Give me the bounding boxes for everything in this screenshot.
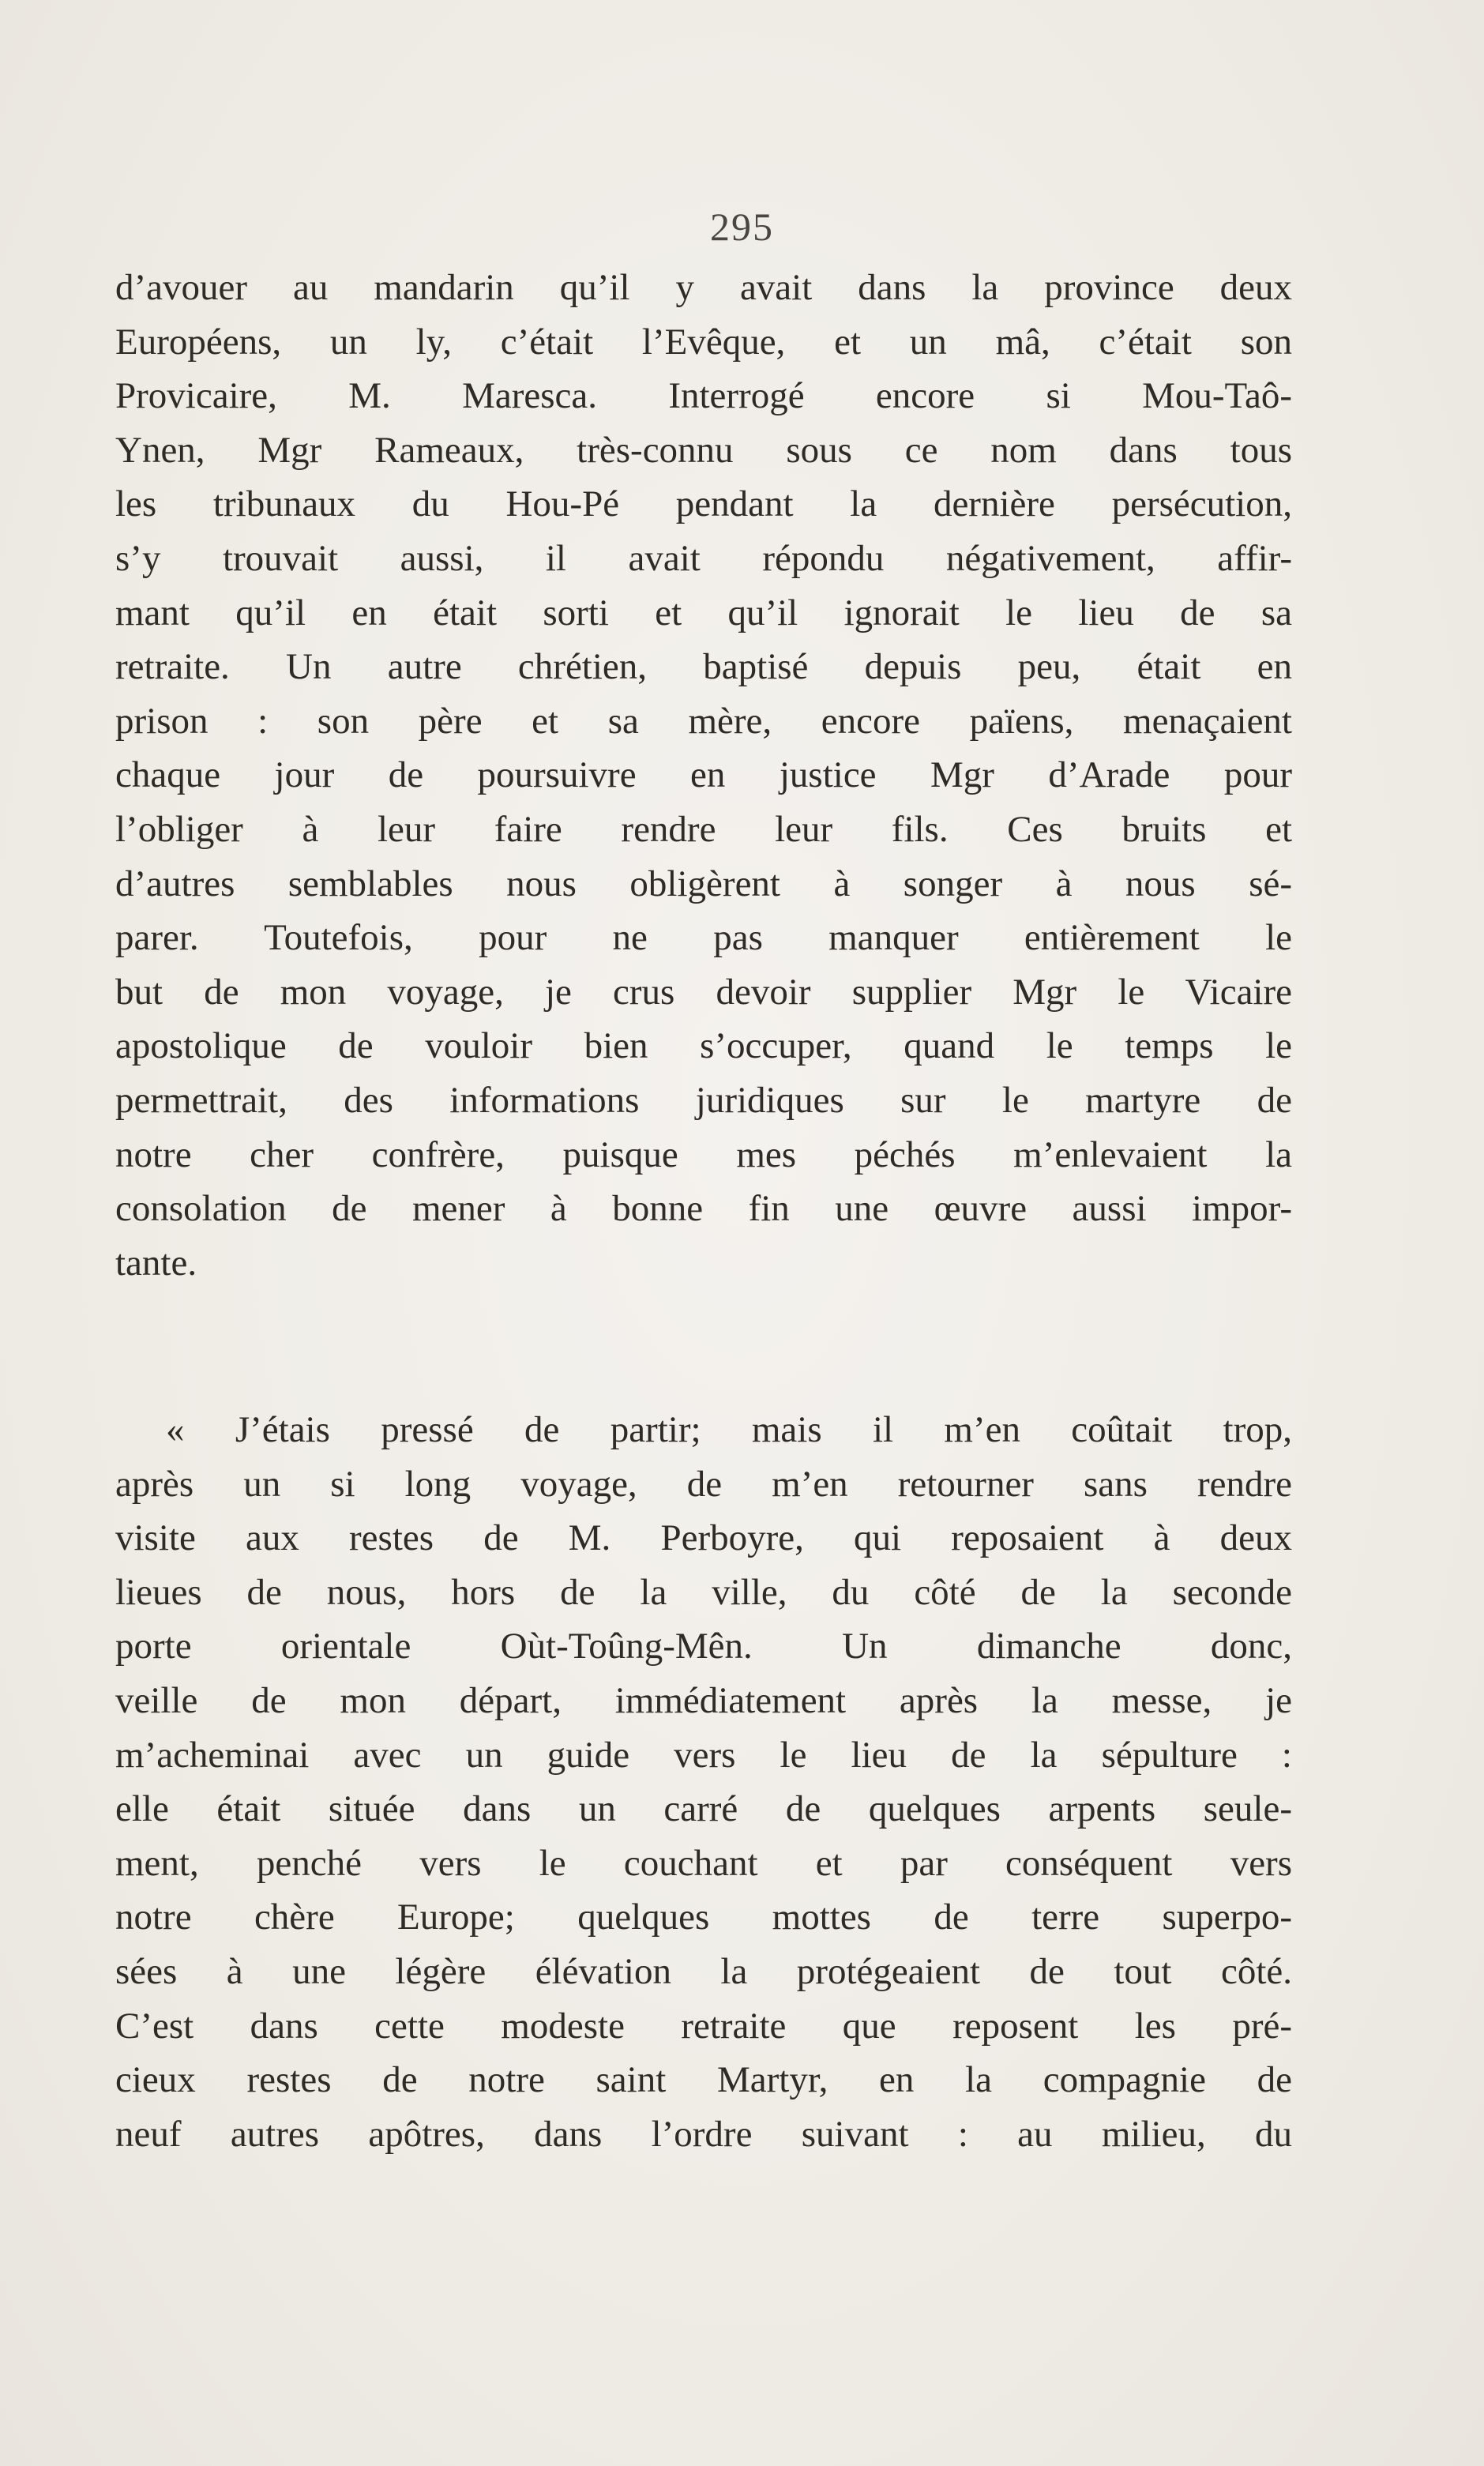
text-line: retraite. Un autre chrétien, baptisé depuis peu, était en: [115, 646, 1292, 688]
text-line: cieux restes de notre saint Martyr, en la compagnie de: [115, 2059, 1292, 2101]
text-line: d’autres semblables nous obligèrent à songer à nous sé-: [115, 863, 1292, 904]
text-line: Ynen, Mgr Rameaux, très-connu sous ce nom dans tous: [115, 429, 1292, 471]
text-line: elle était située dans un carré de quelques arpents seule-: [115, 1788, 1292, 1830]
text-line: après un si long voyage, de m’en retourner sans rendre: [115, 1463, 1292, 1505]
text-line: d’avouer au mandarin qu’il y avait dans la province deux: [115, 267, 1292, 308]
text-line: les tribunaux du Hou-Pé pendant la dernière persécution,: [115, 483, 1292, 525]
text-line: C’est dans cette modeste retraite que reposent les pré-: [115, 2005, 1292, 2047]
text-line: « J’étais pressé de partir; mais il m’en coûtait trop,: [166, 1409, 1292, 1450]
text-line: s’y trouvait aussi, il avait répondu négativement, affir-: [115, 537, 1292, 579]
text-line: notre cher confrère, puisque mes péchés m’enlevaient la: [115, 1133, 1292, 1175]
text-line: l’obliger à leur faire rendre leur fils. Ces bruits et: [115, 808, 1292, 850]
paragraph-2: [115, 1403, 1292, 2161]
text-line: sées à une légère élévation la protégeaient de tout côté.: [115, 1950, 1292, 1992]
text-line: m’acheminai avec un guide vers le lieu de la sépulture :: [115, 1734, 1292, 1776]
text-line: apostolique de vouloir bien s’occuper, quand le temps le: [115, 1025, 1292, 1067]
text-line: veille de mon départ, immédiatement après la messe, je: [115, 1679, 1292, 1721]
text-line: permettrait, des informations juridiques sur le martyre de: [115, 1079, 1292, 1121]
text-line: neuf autres apôtres, dans l’ordre suivant : au milieu, du: [115, 2113, 1292, 2155]
text-line: lieues de nous, hors de la ville, du côté de la seconde: [115, 1571, 1292, 1613]
text-line: parer. Toutefois, pour ne pas manquer entièrement le: [115, 917, 1292, 959]
text-line: visite aux restes de M. Perboyre, qui reposaient à deux: [115, 1517, 1292, 1559]
text-line: ment, penché vers le couchant et par conséquent vers: [115, 1842, 1292, 1884]
paragraph-1: [115, 261, 1292, 1290]
text-line: Provicaire, M. Maresca. Interrogé encore si Mou-Taô-: [115, 375, 1292, 417]
text-line: Européens, un ly, c’était l’Evêque, et un mâ, c’était son: [115, 321, 1292, 363]
text-line: porte orientale Oùt-Toûng-Mên. Un dimanche donc,: [115, 1626, 1292, 1667]
text-line: prison : son père et sa mère, encore païens, menaçaient: [115, 700, 1292, 742]
text-line: consolation de mener à bonne fin une œuvre aussi impor-: [115, 1188, 1292, 1230]
text-line: but de mon voyage, je crus devoir supplier Mgr le Vicaire: [115, 971, 1292, 1013]
text-line: mant qu’il en était sorti et qu’il ignorait le lieu de sa: [115, 592, 1292, 633]
text-line: notre chère Europe; quelques mottes de terre superpo-: [115, 1896, 1292, 1938]
text-line: chaque jour de poursuivre en justice Mgr d’Arade pour: [115, 754, 1292, 796]
text-line: tante.: [115, 1242, 197, 1284]
page-number: 295: [710, 205, 774, 249]
